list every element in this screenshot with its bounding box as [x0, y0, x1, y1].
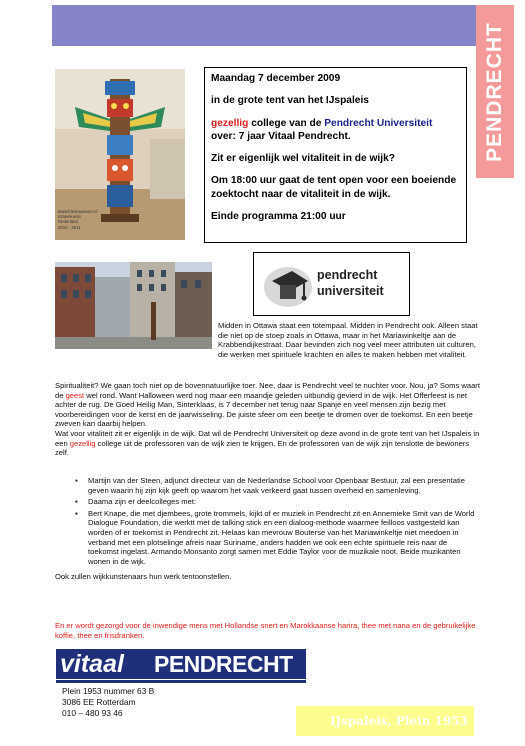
logo-word-universiteit: universiteit: [317, 284, 384, 298]
vitaal-pendrecht-logo: [56, 649, 316, 685]
event-description: [211, 117, 460, 144]
header-bar: [52, 5, 476, 46]
paragraph-text: wel rond. Want Halloween werd nog maar een maandje geleden uitbundig gevierd in de wijk. Het Offerfeest is net achter de rug. De Goed Heilig Man, Sinterklaas, is 7 december net terug naar Spanje en veel mensen zijn bezig met voorbereidingen voor de kerst en de jaarwisseling. De juiste sfeer om een beetje te dromen over de toekomst. En een beetje zweven kan daarbij helpen.: [55, 390, 473, 429]
event-question: Zit er eigenlijk wel vitaliteit in de wijk?: [211, 153, 395, 164]
list-item-text: Daama zijn er deelcolleges met:: [88, 497, 197, 507]
event-venue: in de grote tent van het IJspaleis: [211, 95, 369, 107]
caption-line: Kralenkunst: [58, 214, 81, 220]
intro-paragraph: Midden in Ottawa staat een totempaal. Midden in Pendrecht ook. Alleen staat die niet op de stoep zoals in Ottawa, maar in het Mariawinkeltje aan de Krabbendijkestraat. Daar bevinden zich nog veel meer attributen uit culturen, die werken met spirituele krachten en alles te maken hebben met vitaliteit.: [218, 321, 478, 359]
event-topic: over: 7 jaar Vitaal Pendrecht.: [211, 130, 351, 142]
highlight-word: gezellig: [69, 438, 96, 448]
caption-line: 2010 - 2011: [58, 224, 81, 230]
logo-word-pendrecht: pendrecht: [317, 268, 378, 282]
list-item: [75, 497, 480, 507]
bullet-icon: ▪: [75, 497, 78, 507]
address-line: 3086 EE Rotterdam: [62, 697, 136, 707]
event-time: Om 18:00 uur gaat de tent open voor een boeiende zoektocht naar de vitaliteit in de wijk.: [211, 175, 457, 200]
highlight-word: gezellig: [211, 117, 249, 129]
paragraph-text: Spiritualiteit? We gaan toch niet op de bovennatuurlijke toer. Nee, daar is Pendrecht veel te nuchter voor. Nou, ja? Soms waart de: [55, 381, 480, 400]
phone-number: 010 – 480 93 46: [62, 708, 123, 718]
paragraph-text: college uit de professoren van de wijk zien te krijgen. En de professoren van de wijk zijn tenslotte de bewoners zelf.: [55, 438, 470, 458]
totem-photo: [55, 69, 185, 240]
event-info-box: [204, 67, 467, 243]
street-photo: [55, 262, 212, 349]
logo-word-pendrecht: PENDRECHT: [154, 651, 293, 677]
caption-line: Nederland: [58, 219, 78, 225]
exhibition-note: Ook zullen wijkkunstenaars hun werk tentoonstellen.: [55, 572, 232, 581]
catering-note: En er wordt gezorgd voor de inwendige mens met Hollandse snert en Marokkaanse harira, thee met nana en de gebruikelijke koffie, thee en frisdranken.: [55, 621, 476, 640]
highlight-word: geest: [65, 390, 85, 400]
footer-label: IJspaleis, Plein 1953: [329, 714, 468, 728]
paragraph-text: Wat voor vitaliteit zit er eigenlijk in de wijk. Dat wil de Pendrecht Universiteit op deze avond in de grote tent van het IJspaleis in een: [55, 428, 480, 448]
bullet-icon: ▪: [75, 508, 78, 518]
side-tab: [476, 5, 514, 178]
description-text: college van de: [248, 117, 325, 129]
list-item: [75, 509, 480, 567]
list-item-text: Martijn van der Steen, adjunct directeur van de Nederlandse School voor Openbaar Bestuur, zal een presentatie geven waarin hij zijn kijk geeft op waarom het vaak verkeerd gaat tussen overheid en samenleving.: [88, 476, 465, 495]
address-line: Plein 1953 nummer 63 B: [62, 686, 155, 696]
university-name: Pendrecht Universiteit: [324, 117, 433, 129]
event-end: Einde programma 21:00 uur: [211, 210, 346, 222]
logo-word-vitaal: vitaal: [60, 650, 124, 678]
photo-caption: [58, 209, 97, 230]
list-item-text: Bert Knape, die met djembees, grote trommels, kijkt of er muziek in Pendrecht zit en Annemieke Smit van de World Dialogue Foundation, die werktt met de talking stick en een dialoog-methode waarmee feilloos vastgesteld kan worden of er toekomst in Pendrecht zit. Helaas kan mevrouw Bouterse van het Mariawinkeltje niet meedoen in verband met een plotselinge afreis naar Suriname, anders hadden we ook een echte spirituele reis naar de toekomst ingelast. Armando Monsanto zorgt samen met Eddie Taylor voor de muzikale noot. Beide muzikanten wonen in de wijk.: [88, 508, 475, 566]
logo-underline: [56, 680, 306, 683]
main-paragraph: [55, 381, 480, 458]
program-list: [75, 476, 480, 566]
street-illustration: [55, 262, 212, 349]
list-item: [75, 476, 480, 495]
address-block: [62, 686, 154, 719]
mortarboard-icon: [262, 259, 314, 311]
footer-bar: [296, 706, 474, 736]
caption-line: www.friesmuseum.nl: [58, 209, 98, 214]
pendrecht-universiteit-logo: [253, 252, 410, 316]
side-label: PENDRECHT: [483, 21, 506, 162]
event-date: Maandag 7 december 2009: [211, 73, 341, 84]
bullet-icon: ▪: [75, 476, 78, 485]
